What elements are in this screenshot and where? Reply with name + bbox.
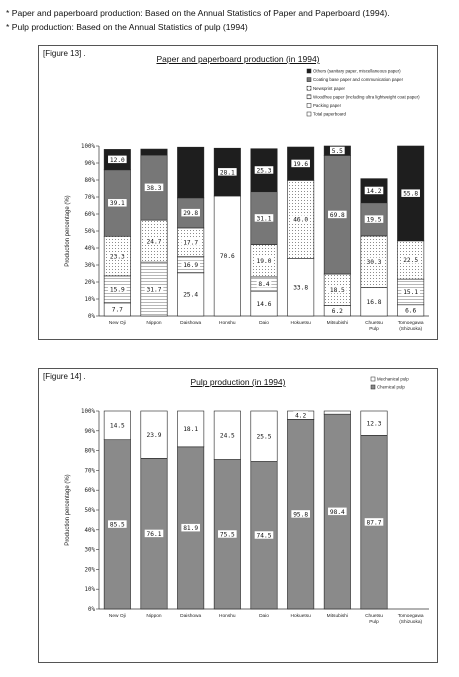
y-tick-label: 20% xyxy=(84,567,95,574)
data-label: 19.5 xyxy=(366,216,382,224)
data-label: 39.1 xyxy=(109,200,125,208)
data-label: 25.5 xyxy=(256,433,272,441)
figure-13-label: [Figure 13] . xyxy=(43,49,86,58)
data-label: 6.6 xyxy=(405,307,417,315)
category-label: Daishowa xyxy=(180,321,202,326)
data-label: 87.7 xyxy=(366,519,382,527)
data-label: 24.7 xyxy=(146,238,162,246)
category-label: (Shizuoka) xyxy=(399,620,423,625)
data-label: 74.5 xyxy=(256,532,272,540)
data-label: 14.2 xyxy=(366,187,382,195)
figure-13-panel xyxy=(38,45,438,340)
y-axis-label: Production percentage (%) xyxy=(65,195,71,267)
legend-swatch xyxy=(307,86,311,90)
y-tick-label: 30% xyxy=(84,547,95,554)
legend-swatch xyxy=(307,78,311,82)
data-label: 24.5 xyxy=(219,432,235,440)
category-label: Tomoegawa xyxy=(397,614,424,619)
bar-segment xyxy=(324,411,350,414)
data-label: 23.3 xyxy=(109,253,125,261)
data-label: 14.5 xyxy=(109,422,125,430)
data-label: 70.6 xyxy=(219,253,235,261)
category-label: Tomoegawa xyxy=(397,321,424,326)
y-tick-label: 60% xyxy=(84,212,95,218)
category-label: Honshu xyxy=(219,614,236,619)
legend-swatch xyxy=(307,95,311,99)
legend-swatch xyxy=(307,103,311,107)
data-label: 16.8 xyxy=(366,298,382,306)
data-label: 85.5 xyxy=(109,521,125,529)
data-label: 15.1 xyxy=(403,289,419,297)
y-tick-label: 100% xyxy=(81,144,95,150)
data-label: 18.5 xyxy=(329,286,345,294)
data-label: 15.9 xyxy=(109,286,125,294)
category-label: Daio xyxy=(259,614,269,619)
data-label: 14.6 xyxy=(256,300,272,308)
legend-swatch xyxy=(371,377,375,381)
figure-14-label: [Figure 14] . xyxy=(43,372,86,381)
legend-label: Woodfree paper (including ultra lightweight coat paper) xyxy=(313,94,420,100)
note-pulp-source: * Pulp production: Based on the Annual Statistics of pulp (1994) xyxy=(6,22,248,32)
y-tick-label: 0% xyxy=(88,607,95,613)
bar-segment xyxy=(141,149,167,155)
figure-14-chart xyxy=(39,369,437,662)
data-label: 28.1 xyxy=(219,169,235,177)
y-tick-label: 70% xyxy=(84,195,95,201)
data-label: 25.3 xyxy=(256,167,272,175)
category-label: New Oji xyxy=(108,614,126,619)
category-label: Pulp xyxy=(369,620,379,625)
y-tick-label: 20% xyxy=(84,280,95,286)
legend-swatch xyxy=(371,385,375,389)
data-label: 16.9 xyxy=(183,261,199,269)
legend-label: Packing paper xyxy=(313,103,342,108)
y-tick-label: 50% xyxy=(84,508,95,514)
data-label: 7.7 xyxy=(111,306,123,314)
data-label: 5.5 xyxy=(331,147,343,155)
y-tick-label: 100% xyxy=(81,409,95,415)
data-label: 25.4 xyxy=(183,291,199,299)
category-label: Chuetsu xyxy=(365,614,383,619)
y-tick-label: 50% xyxy=(84,229,95,235)
data-label: 33.8 xyxy=(293,284,309,292)
data-label: 75.5 xyxy=(219,531,235,539)
data-label: 19.6 xyxy=(293,160,309,168)
figure-13-chart xyxy=(39,46,437,339)
legend-label: Newsprint paper xyxy=(313,85,345,91)
data-label: 29.8 xyxy=(183,210,199,218)
legend-label: Others (sanitary paper, miscellaneous paper) xyxy=(313,68,401,74)
data-label: 31.7 xyxy=(146,286,162,294)
y-tick-label: 90% xyxy=(84,428,95,435)
data-label: 8.4 xyxy=(258,281,270,289)
category-label: Daio xyxy=(259,321,269,326)
data-label: 4.2 xyxy=(295,412,307,420)
category-label: Nippon xyxy=(146,614,162,619)
category-label: (Shizuoka) xyxy=(399,327,423,332)
y-axis-label: Production percentage (%) xyxy=(65,474,71,546)
y-tick-label: 60% xyxy=(84,488,95,495)
category-label: Pulp xyxy=(369,327,379,332)
y-tick-label: 80% xyxy=(84,448,95,455)
data-label: 12.3 xyxy=(366,420,382,428)
y-tick-label: 40% xyxy=(84,527,95,534)
data-label: 98.4 xyxy=(329,508,345,516)
data-label: 12.0 xyxy=(109,156,125,164)
legend-label: Mechanical pulp xyxy=(377,376,409,382)
legend-label: Total paperboard xyxy=(313,111,346,117)
data-label: 81.9 xyxy=(183,525,199,533)
data-label: 38.3 xyxy=(146,184,162,192)
data-label: 69.8 xyxy=(329,211,345,219)
data-label: 55.8 xyxy=(403,190,419,198)
category-label: Nippon xyxy=(146,321,162,326)
category-label: Chuetsu xyxy=(365,321,383,326)
data-label: 76.1 xyxy=(146,530,162,538)
category-label: Honshu xyxy=(219,321,236,326)
legend-swatch xyxy=(307,69,311,73)
figure-14-panel xyxy=(38,368,438,663)
y-tick-label: 40% xyxy=(84,246,95,252)
category-label: New Oji xyxy=(108,321,126,326)
y-tick-label: 80% xyxy=(84,178,95,184)
legend-label: Chemical pulp xyxy=(377,384,405,390)
figure-14-title: Pulp production (in 1994) xyxy=(190,377,286,387)
category-label: Hokuetsu xyxy=(290,614,311,619)
data-label: 31.1 xyxy=(256,215,272,223)
y-tick-label: 10% xyxy=(84,297,95,303)
data-label: 95.8 xyxy=(293,511,309,519)
figure-13-title: Paper and paperboard production (in 1994) xyxy=(156,54,320,64)
legend-label: Coating base paper and communication paper xyxy=(313,77,404,83)
y-tick-label: 10% xyxy=(84,587,95,594)
y-tick-label: 70% xyxy=(84,468,95,475)
data-label: 6.2 xyxy=(331,307,343,315)
data-label: 19.0 xyxy=(256,257,272,265)
data-label: 18.1 xyxy=(183,426,199,434)
category-label: Daishowa xyxy=(180,614,202,619)
data-label: 46.0 xyxy=(293,216,309,224)
data-label: 17.7 xyxy=(183,239,199,247)
y-tick-label: 0% xyxy=(88,314,95,320)
data-label: 22.5 xyxy=(403,257,419,265)
category-label: Mitsubishi xyxy=(326,614,348,619)
bar-segment xyxy=(177,147,203,198)
y-tick-label: 90% xyxy=(84,161,95,167)
legend-swatch xyxy=(307,112,311,116)
category-label: Mitsubishi xyxy=(326,321,348,326)
data-label: 23.9 xyxy=(146,431,162,439)
note-paper-source: * Paper and paperboard production: Based on the Annual Statistics of Paper and Paperboard (1994). xyxy=(6,8,390,18)
data-label: 30.3 xyxy=(366,258,382,266)
category-label: Hokuetsu xyxy=(290,321,311,326)
y-tick-label: 30% xyxy=(84,263,95,269)
